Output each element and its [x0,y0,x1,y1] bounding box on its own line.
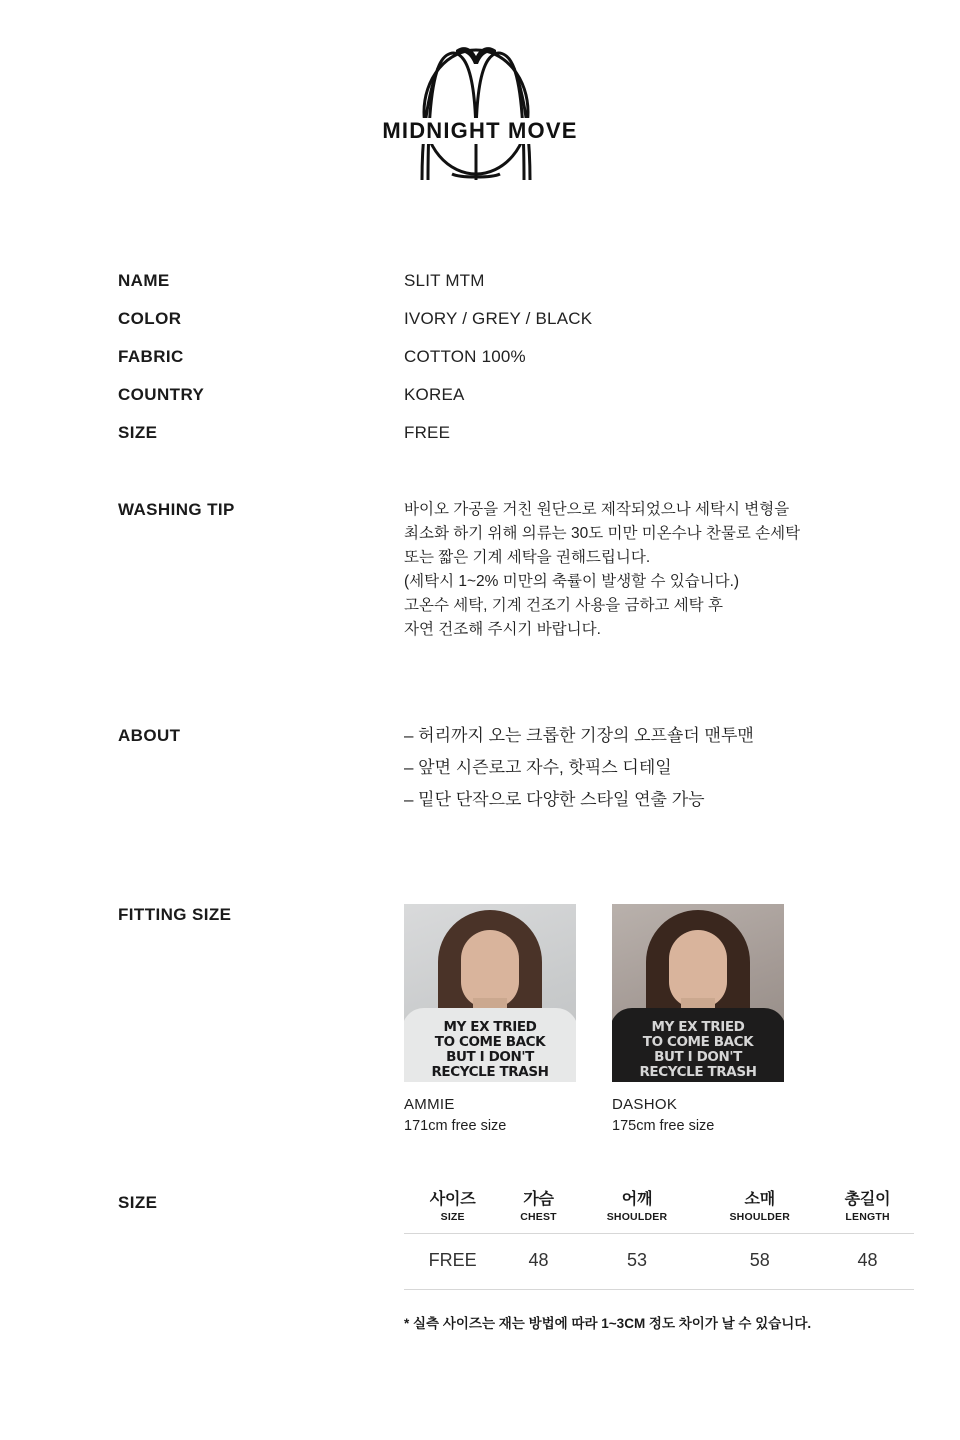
spec-label-fabric: FABRIC [118,347,184,366]
garment-print-text: MY EX TRIED TO COME BACK BUT I DON'T RECYCLE TRASH [639,1019,757,1080]
about-section [0,720,960,816]
spec-value-name: SLIT MTM [404,271,485,290]
spec-label-country: COUNTRY [118,385,205,404]
spec-value-color: IVORY / GREY / BLACK [404,309,593,328]
about-text [404,720,754,816]
size-cell-size: FREE [404,1234,501,1290]
spec-value-country: KOREA [404,385,465,404]
size-table-note: * 실측 사이즈는 재는 방법에 따라 1~3CM 정도 차이가 날 수 있습니다. [404,1316,812,1331]
spec-row-color [0,306,960,332]
washing-tip-line: 자연 건조해 주시기 바랍니다. [404,621,601,638]
washing-tip-line: 최소화 하기 위해 의류는 30도 미만 미온수나 찬물로 손세탁 [404,525,801,542]
spec-label-name: NAME [118,271,170,290]
fitting-size-label: FITTING SIZE [118,905,232,924]
about-line: – 허리까지 오는 크롭한 기장의 오프숄더 맨투맨 [404,726,754,745]
washing-tip-text [404,498,800,642]
fitting-size-section [0,904,960,1134]
size-table-row [404,1234,914,1290]
size-cell-chest: 48 [501,1234,575,1290]
size-cell-sleeve: 58 [698,1234,821,1290]
garment-print-text: MY EX TRIED TO COME BACK BUT I DON'T RECYCLE TRASH [431,1019,549,1080]
spec-row-name [0,268,960,294]
size-table-label: SIZE [118,1193,158,1212]
about-line: – 밑단 단작으로 다양한 스타일 연출 가능 [404,790,705,809]
size-table-header-cell: 소매 SHOULDER [729,1191,790,1223]
about-label: ABOUT [118,726,181,745]
washing-tip-line: 바이오 가공을 거친 원단으로 제작되었으나 세탁시 변형을 [404,501,790,518]
fitting-model-list [404,904,784,1134]
spec-label-color: COLOR [118,309,182,328]
washing-tip-label: WASHING TIP [118,500,235,519]
size-cell-length: 48 [821,1234,914,1290]
size-table-header-row [404,1182,914,1234]
model-photo-ammie [404,904,576,1082]
spec-list [0,268,960,446]
fitting-model-card [404,904,576,1134]
spec-value-fabric: COTTON 100% [404,347,526,366]
spec-row-fabric [0,344,960,370]
brand-wordmark: MIDNIGHT MOVE [378,118,581,144]
washing-tip-line: 또는 짧은 기계 세탁을 권해드립니다. [404,549,651,566]
fitting-model-card [612,904,784,1134]
spec-row-size [0,420,960,446]
model-name: DASHOK [612,1096,678,1113]
washing-tip-line: (세탁시 1~2% 미만의 축률이 발생할 수 있습니다.) [404,573,740,590]
spec-label-size: SIZE [118,423,158,442]
spec-value-size: FREE [404,423,451,442]
model-measurements: 171cm free size [404,1118,507,1134]
about-line: – 앞면 시즌로고 자수, 핫픽스 디테일 [404,758,672,777]
washing-tip-line: 고온수 세탁, 기계 건조기 사용을 금하고 세탁 후 [404,597,723,614]
size-table-header-cell: 총길이 LENGTH [844,1191,891,1223]
model-photo-dashok [612,904,784,1082]
model-name: AMMIE [404,1096,455,1113]
model-measurements: 175cm free size [612,1118,715,1134]
brand-logo-block [0,0,960,230]
size-table-header-cell: 가슴 CHEST [520,1191,557,1223]
spec-row-country [0,382,960,408]
size-table-section [0,1182,960,1332]
size-table-header-cell: 사이즈 SIZE [429,1191,476,1223]
size-table-header-cell: 어깨 SHOULDER [606,1191,668,1223]
washing-tip-section [0,498,960,642]
size-cell-shoulder: 53 [576,1234,699,1290]
size-table [404,1182,914,1290]
